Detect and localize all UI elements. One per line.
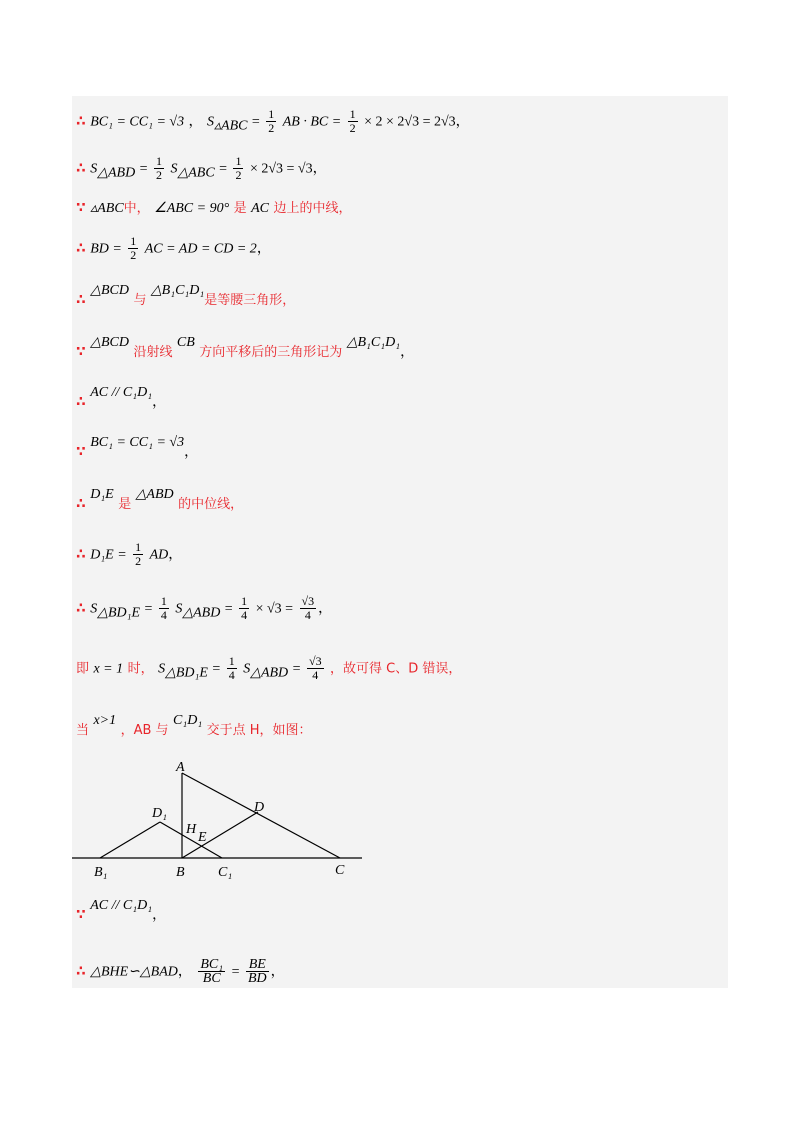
line-11	[76, 595, 332, 623]
subscript: △BD₁E	[97, 605, 141, 621]
text: 交于点 H，如图：	[206, 723, 312, 738]
denominator: 4	[228, 668, 235, 682]
geometry-figure	[72, 755, 372, 885]
math: ∠ABC = 90°	[154, 201, 230, 216]
denominator: 2	[156, 168, 162, 182]
denominator: BC	[202, 971, 221, 986]
math: =	[231, 964, 240, 980]
math: S	[243, 661, 251, 677]
line-7	[76, 385, 167, 413]
math: D₁E	[90, 487, 114, 502]
punct: ，	[400, 344, 415, 360]
numerator: 1	[268, 107, 275, 121]
fraction	[233, 155, 243, 182]
line-14	[76, 898, 167, 926]
label-B: B	[176, 865, 185, 880]
numerator: BE	[246, 958, 269, 972]
text: 沿射线	[133, 345, 173, 360]
line-10	[76, 541, 182, 568]
because-symbol: ∵	[76, 200, 86, 216]
math: △BCD	[90, 283, 129, 298]
denominator: 4	[304, 608, 311, 622]
fraction	[154, 155, 164, 182]
math: =	[251, 114, 260, 130]
label-C: C	[335, 863, 345, 878]
therefore-symbol: ∴	[76, 600, 86, 617]
numerator: 1	[130, 234, 137, 248]
fraction	[198, 958, 225, 985]
punct: ，	[312, 160, 327, 177]
subscript: △ABD	[250, 665, 289, 681]
math: =	[219, 161, 228, 177]
fraction	[307, 655, 324, 682]
math: AC	[251, 201, 269, 216]
line-8	[76, 435, 199, 463]
subscript: ▵ABC	[214, 118, 248, 134]
punct: ，	[152, 394, 167, 410]
text: 是等腰三角形，	[204, 293, 296, 308]
therefore-symbol: ∴	[76, 546, 86, 563]
math: =	[139, 161, 148, 177]
denominator: 4	[241, 608, 248, 622]
denominator: 4	[160, 608, 167, 622]
math: S	[90, 161, 98, 177]
text: 时，	[127, 661, 154, 677]
fraction	[239, 595, 249, 622]
math: △B₁C₁D₁	[150, 283, 205, 298]
fraction	[128, 235, 138, 262]
because-symbol: ∵	[76, 344, 86, 360]
punct: ，	[318, 600, 333, 617]
math: AB · BC =	[282, 114, 342, 130]
text: 即	[76, 661, 90, 677]
math: S	[158, 661, 166, 677]
fraction	[133, 541, 143, 568]
punct: ，	[177, 963, 192, 980]
text: ，故可得 C、D 错误，	[330, 661, 462, 677]
math: x>1	[93, 713, 117, 728]
math: D₁E =	[90, 547, 127, 563]
therefore-symbol: ∴	[76, 963, 86, 980]
punct: ，	[270, 963, 285, 980]
math: =	[212, 661, 221, 677]
math: × √3 =	[255, 601, 294, 617]
segment-AC	[182, 773, 340, 858]
math: △BCD	[90, 335, 129, 350]
label-E: E	[198, 830, 207, 845]
line-9	[76, 487, 244, 515]
text: 中，	[123, 201, 150, 216]
math: △BHE∽△BAD	[90, 964, 178, 980]
numerator: 1	[135, 540, 142, 554]
denominator: 2	[130, 248, 137, 262]
math: =	[224, 601, 233, 617]
math: AC // C₁D₁	[90, 898, 153, 913]
math: S	[175, 601, 183, 617]
subscript: △ABC	[177, 165, 215, 181]
line-1	[76, 108, 470, 136]
denominator: 2	[349, 121, 356, 135]
label-C1: C₁	[218, 865, 233, 880]
text: 是	[118, 497, 132, 512]
text: 与	[133, 293, 147, 308]
therefore-symbol: ∴	[76, 394, 86, 410]
math: =	[144, 601, 153, 617]
segment-B1D1	[100, 822, 160, 858]
fraction	[227, 655, 237, 682]
label-D1: D₁	[152, 806, 167, 821]
text: ，AB 与	[120, 723, 169, 738]
math: x = 1	[93, 661, 124, 677]
math: S	[207, 114, 214, 130]
denominator: 2	[268, 121, 275, 135]
fraction	[266, 108, 276, 135]
math: =	[292, 661, 301, 677]
text: 是	[233, 201, 247, 216]
denominator: 2	[135, 554, 142, 568]
numerator: 1	[228, 654, 235, 668]
therefore-symbol: ∴	[76, 240, 86, 257]
punct: ，	[256, 240, 271, 257]
because-symbol: ∵	[76, 444, 86, 460]
math: △ABD	[135, 487, 174, 502]
line-5	[76, 283, 296, 311]
label-D: D	[254, 800, 265, 815]
numerator: 1	[156, 154, 162, 168]
numerator: √3	[301, 594, 315, 608]
line-3	[76, 198, 351, 219]
numerator: 1	[160, 594, 167, 608]
math: △B₁C₁D₁	[346, 335, 401, 350]
numerator: BC₁	[200, 957, 224, 972]
denominator: BD	[247, 971, 267, 986]
text: 的中位线，	[178, 497, 244, 512]
fraction	[300, 595, 317, 622]
label-B1: B₁	[94, 865, 108, 880]
line-2	[76, 155, 327, 183]
math: AC = AD = CD = 2	[144, 241, 257, 257]
math: BC₁ = CC₁ = √3	[90, 435, 185, 450]
therefore-symbol: ∴	[76, 496, 86, 512]
math: CB	[176, 335, 195, 350]
line-4	[76, 235, 271, 262]
math: S	[170, 161, 178, 177]
math: AD	[149, 547, 169, 563]
math: BD =	[90, 241, 122, 257]
line-15	[76, 958, 285, 985]
line-6	[76, 335, 415, 363]
because-symbol: ∵	[76, 907, 86, 923]
fraction	[159, 595, 169, 622]
therefore-symbol: ∴	[76, 160, 86, 177]
math: × 2 × 2√3 = 2√3	[364, 114, 456, 130]
sep: ，	[188, 113, 203, 130]
numerator: √3	[308, 654, 322, 668]
math: S	[90, 601, 98, 617]
math: AC // C₁D₁	[90, 385, 153, 400]
line-12	[76, 655, 461, 683]
subscript: △ABD	[182, 605, 221, 621]
label-H: H	[186, 822, 197, 837]
punct: ，	[168, 546, 183, 563]
fraction	[246, 958, 269, 985]
subscript: △BD₁E	[165, 665, 208, 681]
denominator: 4	[312, 668, 319, 682]
math: BC₁ = CC₁ = √3	[90, 114, 185, 130]
text: 当	[76, 723, 90, 738]
math: ▵ABC	[90, 201, 124, 216]
fraction	[348, 108, 358, 135]
therefore-symbol: ∴	[76, 292, 86, 308]
numerator: 1	[349, 107, 356, 121]
numerator: 1	[241, 594, 248, 608]
numerator: 1	[235, 154, 242, 168]
denominator: 2	[235, 168, 242, 182]
subscript: △ABD	[97, 165, 136, 181]
line-13	[76, 713, 312, 741]
math: × 2√3 = √3	[249, 161, 313, 177]
punct: ，	[184, 444, 199, 460]
text: 边上的中线，	[273, 201, 352, 216]
math: C₁D₁	[173, 713, 203, 728]
therefore-symbol: ∴	[76, 113, 86, 130]
punct: ，	[152, 907, 167, 923]
label-A: A	[176, 760, 185, 775]
punct: ，	[455, 113, 470, 130]
text: 方向平移后的三角形记为	[199, 345, 343, 360]
